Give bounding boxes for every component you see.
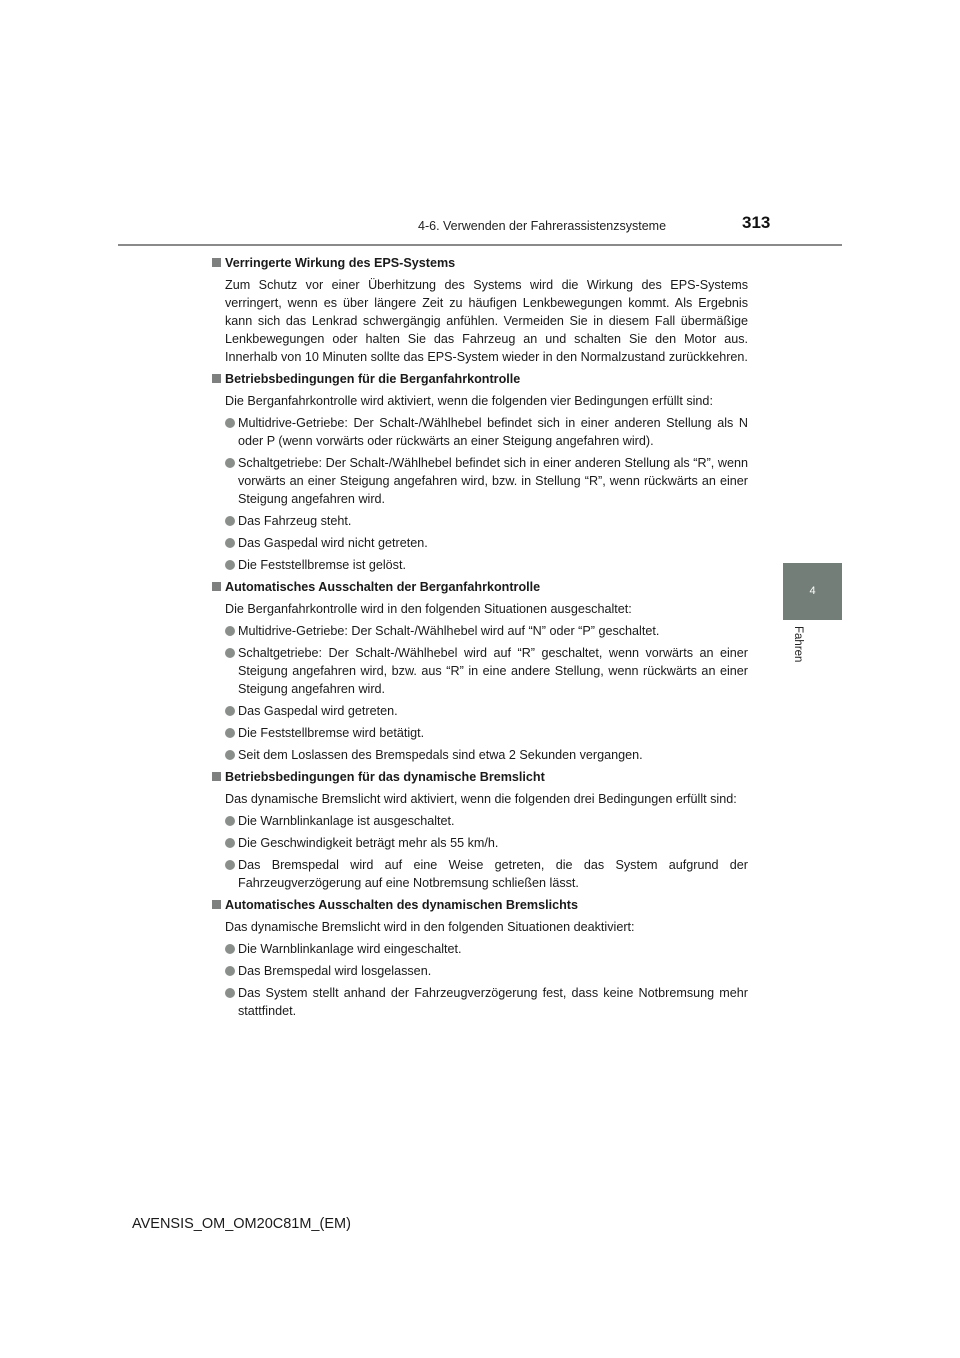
list-item	[212, 962, 748, 980]
square-bullet-icon	[212, 258, 221, 267]
round-bullet-icon	[225, 966, 235, 976]
list-item	[212, 746, 748, 764]
list-item-text: Multidrive-Getriebe: Der Schalt-/Wählhebel wird auf “N” oder “P” geschaltet.	[238, 624, 660, 638]
section-heading	[212, 768, 748, 786]
list-item-text: Das Bremspedal wird auf eine Weise getreten, die das System aufgrund der Fahrzeugverzögerung auf eine Notbremsung schließen lässt.	[238, 858, 748, 890]
header-section-title: 4-6. Verwenden der Fahrerassistenzsysteme	[418, 219, 667, 233]
list-item-text: Multidrive-Getriebe: Der Schalt-/Wählhebel befindet sich in einer anderen Stellung als N oder P (wenn vorwärts oder rückwärts an einer Steigung angefahren wird).	[238, 416, 748, 448]
section-heading-text: Automatisches Ausschalten des dynamischen Bremslichts	[225, 898, 578, 912]
section-heading-text: Verringerte Wirkung des EPS-Systems	[225, 256, 456, 270]
page-number: 313	[742, 213, 771, 232]
round-bullet-icon	[225, 538, 235, 548]
round-bullet-icon	[225, 458, 235, 468]
list-item	[212, 556, 748, 574]
list-item	[212, 834, 748, 852]
round-bullet-icon	[225, 750, 235, 760]
list-item	[212, 984, 748, 1020]
list-item	[212, 622, 748, 640]
list-item	[212, 724, 748, 742]
section-paragraph: Die Berganfahrkontrolle wird in den folgenden Situationen ausgeschaltet:	[225, 602, 632, 616]
list-item-text: Die Geschwindigkeit beträgt mehr als 55 km/h.	[238, 836, 499, 850]
list-item	[212, 454, 748, 508]
list-item-text: Seit dem Loslassen des Bremspedals sind etwa 2 Sekunden vergangen.	[238, 748, 643, 762]
section-heading-text: Betriebsbedingungen für das dynamische Bremslicht	[225, 770, 545, 784]
round-bullet-icon	[225, 944, 235, 954]
list-item-text: Schaltgetriebe: Der Schalt-/Wählhebel befindet sich in einer anderen Stellung als “R”, wenn vorwärts an einer Steigung angefahren wird, bzw. in Stellung “R”, wenn rückwärts an einer Steigung angefahren wird.	[238, 456, 748, 506]
round-bullet-icon	[225, 838, 235, 848]
section-heading	[212, 254, 748, 272]
list-item	[212, 414, 748, 450]
list-item-text: Die Feststellbremse wird betätigt.	[238, 726, 425, 740]
list-item	[212, 512, 748, 530]
round-bullet-icon	[225, 706, 235, 716]
square-bullet-icon	[212, 582, 221, 591]
round-bullet-icon	[225, 626, 235, 636]
round-bullet-icon	[225, 516, 235, 526]
list-item	[212, 534, 748, 552]
square-bullet-icon	[212, 900, 221, 909]
list-item-text: Die Warnblinkanlage ist ausgeschaltet.	[238, 814, 455, 828]
round-bullet-icon	[225, 816, 235, 826]
list-item-text: Das Fahrzeug steht.	[238, 514, 352, 528]
list-item-text: Das Gaspedal wird getreten.	[238, 704, 398, 718]
page-content	[212, 254, 748, 1024]
section-paragraph: Die Berganfahrkontrolle wird aktiviert, wenn die folgenden vier Bedingungen erfüllt sind:	[225, 394, 713, 408]
round-bullet-icon	[225, 560, 235, 570]
list-item	[212, 856, 748, 892]
list-item	[212, 940, 748, 958]
list-item	[212, 702, 748, 720]
round-bullet-icon	[225, 988, 235, 998]
section-heading-text: Betriebsbedingungen für die Berganfahrkontrolle	[225, 372, 521, 386]
footer-doc-id: AVENSIS_OM_OM20C81M_(EM)	[132, 1216, 351, 1232]
square-bullet-icon	[212, 374, 221, 383]
round-bullet-icon	[225, 860, 235, 870]
header-divider	[118, 244, 842, 246]
round-bullet-icon	[225, 648, 235, 658]
section-heading	[212, 578, 748, 596]
list-item-text: Das Gaspedal wird nicht getreten.	[238, 536, 428, 550]
chapter-tab	[783, 563, 842, 620]
section-heading	[212, 896, 748, 914]
section-paragraph: Das dynamische Bremslicht wird in den folgenden Situationen deaktiviert:	[225, 920, 635, 934]
chapter-number: 4	[809, 585, 816, 597]
square-bullet-icon	[212, 772, 221, 781]
list-item-text: Die Warnblinkanlage wird eingeschaltet.	[238, 942, 462, 956]
round-bullet-icon	[225, 728, 235, 738]
list-item-text: Schaltgetriebe: Der Schalt-/Wählhebel wird auf “R” geschaltet, wenn vorwärts an einer Steigung angefahren wird, bzw. aus “R” in eine andere Stellung, wenn rückwärts an einer Steigung angefahren wird.	[238, 646, 748, 696]
list-item-text: Die Feststellbremse ist gelöst.	[238, 558, 406, 572]
section-paragraph: Das dynamische Bremslicht wird aktiviert, wenn die folgenden drei Bedingungen erfüllt sind:	[225, 792, 737, 806]
chapter-label: Fahren	[792, 626, 804, 663]
list-item-text: Das Bremspedal wird losgelassen.	[238, 964, 432, 978]
section-heading-text: Automatisches Ausschalten der Berganfahrkontrolle	[225, 580, 541, 594]
list-item-text: Das System stellt anhand der Fahrzeugverzögerung fest, dass keine Notbremsung mehr stattfindet.	[238, 986, 748, 1018]
section-heading	[212, 370, 748, 388]
list-item	[212, 644, 748, 698]
round-bullet-icon	[225, 418, 235, 428]
section-paragraph: Zum Schutz vor einer Überhitzung des Systems wird die Wirkung des EPS-Systems verringert, wenn es über längere Zeit zu häufigen Lenkbewegungen kommt. Als Ergebnis kann sich das Lenkrad schwergängig anfühlen. Vermeiden Sie in diesem Fall übermäßige Lenkbewegungen oder halten Sie das Fahrzeug an und schalten Sie den Motor aus. Innerhalb von 10 Minuten sollte das EPS-System wieder in den Normalzustand zurückkehren.	[225, 278, 748, 364]
list-item	[212, 812, 748, 830]
